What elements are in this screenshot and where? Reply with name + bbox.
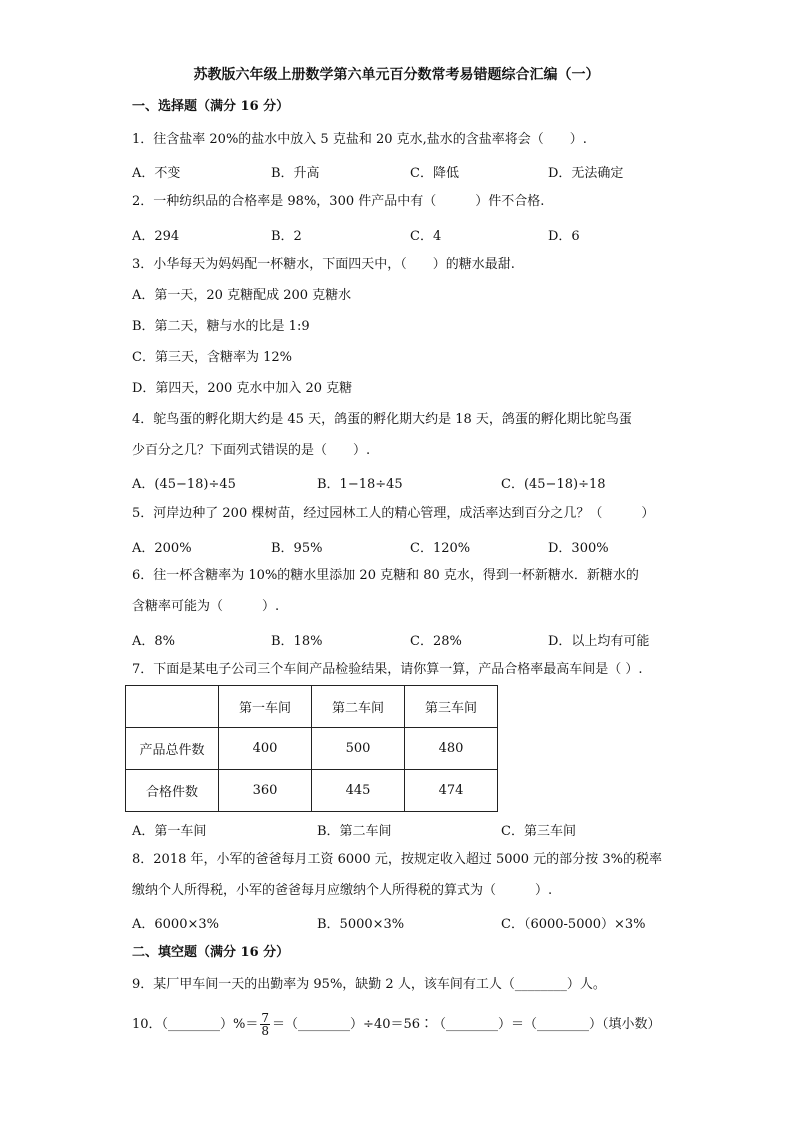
question-4-options	[132, 473, 692, 491]
option-b[interactable]: B．1−18÷45	[317, 477, 403, 492]
option-b[interactable]: B．升高	[271, 166, 320, 181]
question-3-text: 3．小华每天为妈妈配一杯糖水，下面四天中，（ ）的糖水最甜.	[132, 257, 515, 272]
question-6-text-line2: 含糖率可能为（ ）.	[132, 599, 280, 614]
option-a[interactable]: A．8%	[132, 634, 176, 649]
question-6-text-line1: 6．往一杯含糖率为 10%的糖水里添加 20 克糖和 80 克水，得到一杯新糖水．新糖水的	[132, 568, 639, 583]
table-cell: 500	[312, 728, 405, 770]
table-cell: 360	[219, 770, 312, 812]
option-c[interactable]: C．第三车间	[501, 824, 576, 839]
table-row	[126, 770, 498, 812]
option-b[interactable]: B．18%	[271, 634, 323, 649]
table-cell: 合格件数	[126, 770, 219, 812]
question-8-text-line1: 8．2018 年，小军的爸爸每月工资 6000 元，按规定收入超过 5000 元的部分按 3%的税率	[132, 852, 662, 867]
page-title: 苏教版六年级上册数学第六单元百分数常考易错题综合汇编（一）	[193, 67, 600, 83]
question-2-options	[132, 225, 692, 243]
question-10-text	[132, 1012, 661, 1037]
question-8-options	[132, 913, 692, 931]
option-c[interactable]: C．降低	[410, 166, 459, 181]
table-cell: 400	[219, 728, 312, 770]
question-7-text: 7．下面是某电子公司三个车间产品检验结果，请你算一算，产品合格率最高车间是（ ）.	[132, 662, 643, 677]
option-b[interactable]: B．第二车间	[317, 824, 392, 839]
table-cell: 445	[312, 770, 405, 812]
option-d[interactable]: D．300%	[548, 541, 609, 556]
option-c[interactable]: C．28%	[410, 634, 462, 649]
table-header-cell: 第三车间	[405, 686, 498, 728]
option-c[interactable]: C．（6000-5000）×3%	[501, 917, 646, 932]
section-heading-fill-in: 二、填空题（满分 16 分）	[132, 945, 290, 960]
workshop-results-table	[125, 685, 498, 812]
question-6-options	[132, 630, 692, 648]
question-7-options	[132, 820, 692, 838]
question-2-text: 2．一种纺织品的合格率是 98%，300 件产品中有（ ）件不合格.	[132, 194, 545, 209]
option-d[interactable]: D．6	[548, 229, 580, 244]
option-a[interactable]: A．200%	[132, 541, 192, 556]
option-b[interactable]: B．5000×3%	[317, 917, 405, 932]
table-cell: 产品总件数	[126, 728, 219, 770]
table-row	[126, 728, 498, 770]
table-header-cell	[126, 686, 219, 728]
option-a[interactable]: A．(45−18)÷45	[132, 477, 236, 492]
question-10-prefix: 10．（________）%＝	[132, 1017, 259, 1032]
table-cell: 474	[405, 770, 498, 812]
question-4-text-line2: 少百分之几？下面列式错误的是（ ）.	[132, 443, 371, 458]
question-1-text: 1．往含盐率 20%的盐水中放入 5 克盐和 20 克水,盐水的含盐率将会（ ）.	[132, 132, 587, 147]
question-5-options	[132, 537, 692, 555]
table-cell: 480	[405, 728, 498, 770]
option-d[interactable]: D．无法确定	[548, 166, 624, 181]
fraction-denominator: 8	[261, 1024, 270, 1038]
question-8-text-line2: 缴纳个人所得税，小军的爸爸每月应缴纳个人所得税的算式为（ ）.	[132, 883, 553, 898]
option-c[interactable]: C．第三天，含糖率为 12%	[132, 350, 292, 365]
option-c[interactable]: C．(45−18)÷18	[501, 477, 606, 492]
table-header-row	[126, 686, 498, 728]
option-a[interactable]: A．6000×3%	[132, 917, 219, 932]
question-9-text: 9．某厂甲车间一天的出勤率为 95%，缺勤 2 人，该车间有工人（________）人。	[132, 977, 606, 992]
option-d[interactable]: D．以上均有可能	[548, 634, 650, 649]
fraction-numerator: 7	[261, 1011, 270, 1025]
question-4-text-line1: 4．鸵鸟蛋的孵化期大约是 45 天，鸽蛋的孵化期大约是 18 天，鸽蛋的孵化期比鸵鸟蛋	[132, 412, 632, 427]
option-a[interactable]: A．第一天，20 克糖配成 200 克糖水	[132, 288, 352, 303]
option-b[interactable]: B．95%	[271, 541, 323, 556]
option-a[interactable]: A．不变	[132, 166, 181, 181]
option-c[interactable]: C．4	[410, 229, 442, 244]
table-header-cell: 第二车间	[312, 686, 405, 728]
question-1-options	[132, 162, 692, 180]
question-5-text: 5．河岸边种了 200 棵树苗，经过园林工人的精心管理，成活率达到百分之几？（ ）	[132, 506, 655, 521]
option-a[interactable]: A．294	[132, 229, 180, 244]
option-c[interactable]: C．120%	[410, 541, 471, 556]
option-d[interactable]: D．第四天，200 克水中加入 20 克糖	[132, 381, 353, 396]
table-header-cell: 第一车间	[219, 686, 312, 728]
section-heading-choice: 一、选择题（满分 16 分）	[132, 99, 290, 114]
question-10-suffix: ＝（________）÷40＝56∶（________）＝（________）（填小数）	[272, 1017, 661, 1032]
fraction-seven-eighths	[260, 1012, 270, 1037]
option-b[interactable]: B．第二天，糖与水的比是 1:9	[132, 319, 310, 334]
option-b[interactable]: B．2	[271, 229, 302, 244]
option-a[interactable]: A．第一车间	[132, 824, 207, 839]
